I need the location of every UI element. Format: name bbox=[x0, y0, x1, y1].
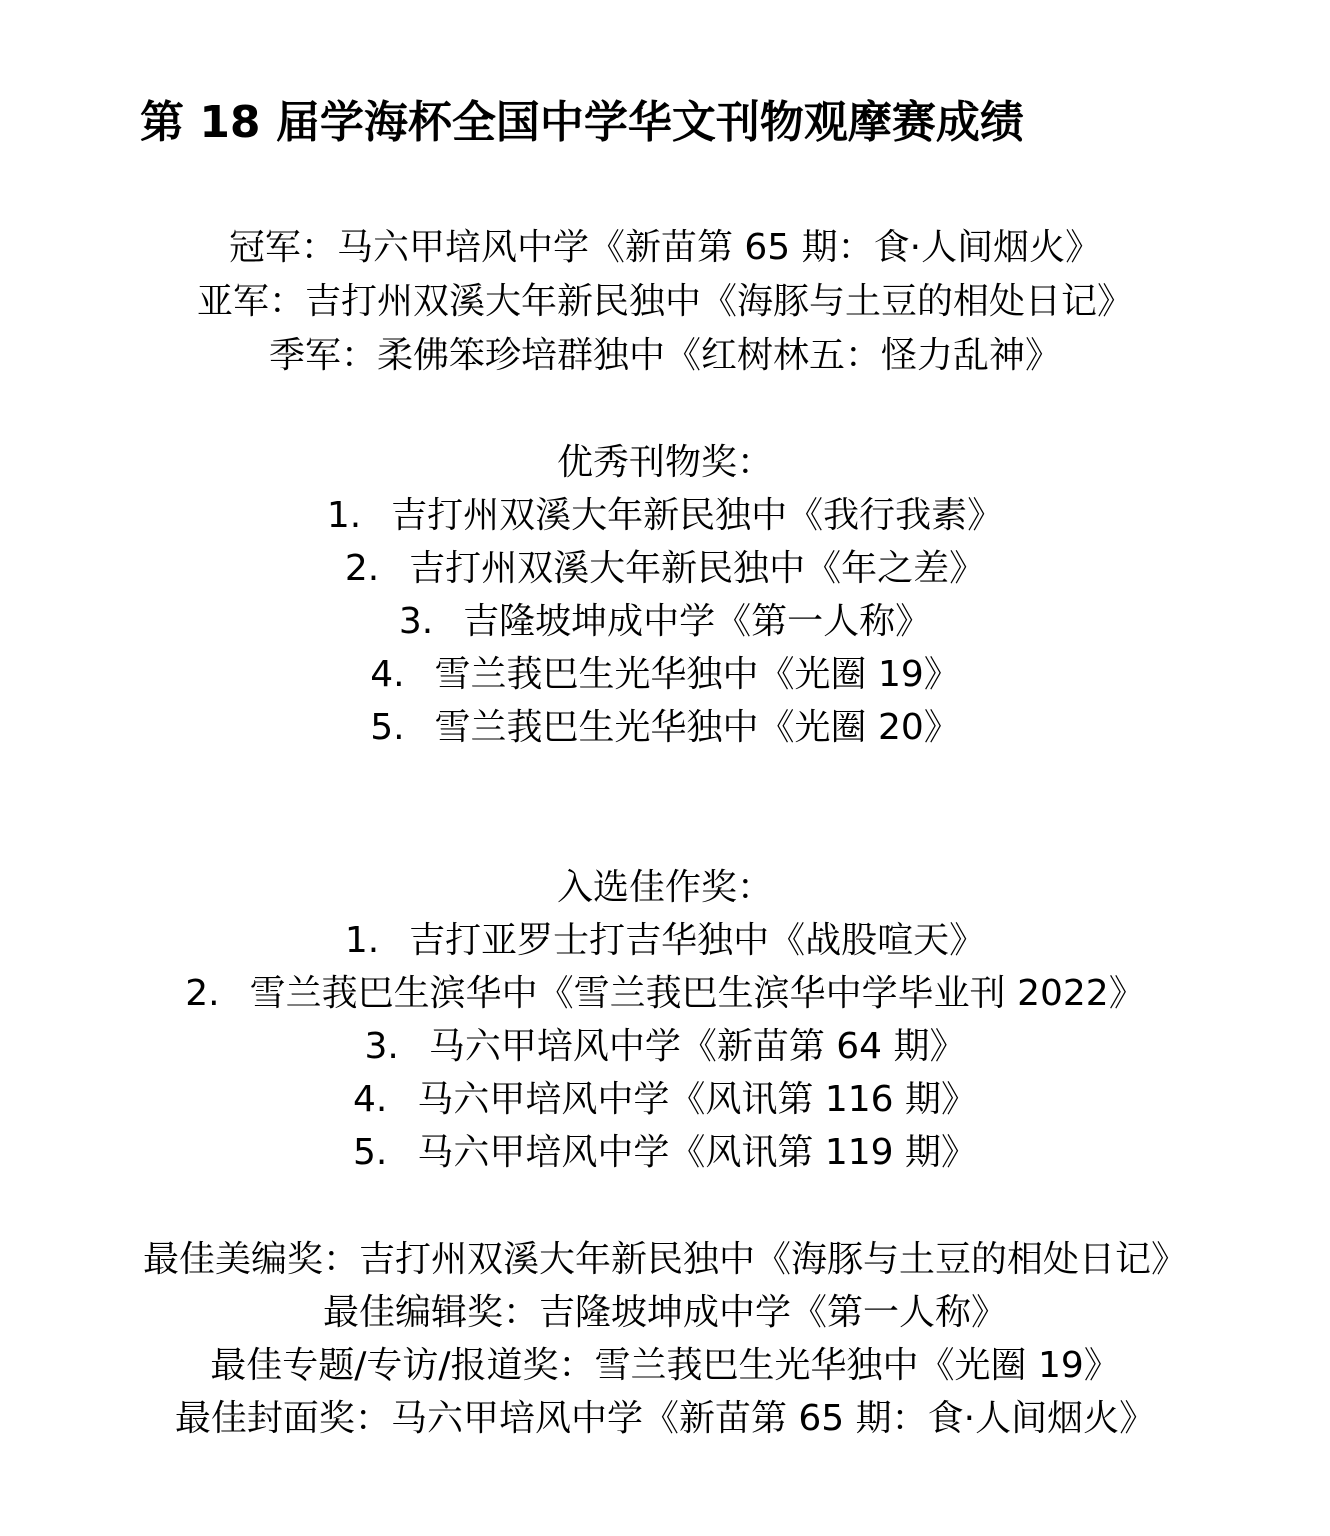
list-number: 2. bbox=[185, 973, 220, 1014]
list-item bbox=[0, 653, 1330, 697]
special-award-line bbox=[0, 1291, 1330, 1335]
list-text: 吉打亚罗士打吉华独中《战股喧天》 bbox=[409, 920, 986, 961]
list-text: 马六甲培风中学《风讯第 119 期》 bbox=[417, 1132, 977, 1173]
list-item bbox=[0, 706, 1330, 750]
list-item bbox=[0, 1025, 1330, 1069]
award-label: 季军： bbox=[268, 335, 377, 376]
award-label: 最佳编辑奖： bbox=[322, 1292, 539, 1333]
list-number: 2. bbox=[344, 548, 380, 589]
award-entry: 柔佛笨珍培群独中《红树林五：怪力乱神》 bbox=[377, 335, 1062, 376]
special-award-line bbox=[0, 1344, 1330, 1388]
award-entry: 吉隆坡坤成中学《第一人称》 bbox=[539, 1292, 1008, 1333]
list-item bbox=[0, 1131, 1330, 1175]
section-heading-excellent: 优秀刊物奖： bbox=[556, 442, 773, 483]
list-item bbox=[0, 547, 1330, 591]
list-text: 雪兰莪巴生光华独中《光圈 19》 bbox=[434, 654, 960, 695]
award-entry: 吉打州双溪大年新民独中《海豚与土豆的相处日记》 bbox=[305, 281, 1134, 322]
list-number: 3. bbox=[364, 1026, 399, 1067]
award-label: 亚军： bbox=[196, 281, 305, 322]
list-text: 马六甲培风中学《新苗第 64 期》 bbox=[428, 1026, 966, 1067]
list-text: 吉隆坡坤成中学《第一人称》 bbox=[463, 601, 932, 642]
list-text: 吉打州双溪大年新民独中《年之差》 bbox=[409, 548, 986, 589]
award-label: 冠军： bbox=[228, 227, 337, 268]
award-entry: 马六甲培风中学《新苗第 65 期：食·人间烟火》 bbox=[390, 1398, 1156, 1439]
award-label: 最佳专题/专访/报道奖： bbox=[210, 1345, 595, 1386]
page-title: 第 18 届学海杯全国中学华文刊物观摩赛成绩 bbox=[140, 97, 1024, 148]
list-item bbox=[0, 919, 1330, 963]
list-number: 4. bbox=[353, 1079, 388, 1120]
award-entry: 吉打州双溪大年新民独中《海豚与土豆的相处日记》 bbox=[359, 1239, 1188, 1280]
list-number: 5. bbox=[370, 707, 405, 748]
list-number: 5. bbox=[353, 1132, 388, 1173]
champion-line bbox=[0, 226, 1330, 270]
award-label: 最佳美编奖： bbox=[142, 1239, 359, 1280]
special-award-line bbox=[0, 1238, 1330, 1282]
third-place-line bbox=[0, 334, 1330, 378]
list-item bbox=[0, 972, 1330, 1016]
list-number: 4. bbox=[370, 654, 405, 695]
list-number: 1. bbox=[326, 495, 362, 536]
section-heading-selected: 入选佳作奖： bbox=[556, 867, 773, 908]
runner-up-line bbox=[0, 280, 1330, 324]
award-label: 最佳封面奖： bbox=[174, 1398, 391, 1439]
list-item bbox=[0, 494, 1330, 538]
list-item bbox=[0, 600, 1330, 644]
list-text: 雪兰莪巴生滨华中《雪兰莪巴生滨华中学毕业刊 2022》 bbox=[249, 973, 1145, 1014]
award-entry: 马六甲培风中学《新苗第 65 期：食·人间烟火》 bbox=[336, 227, 1102, 268]
list-text: 吉打州双溪大年新民独中《我行我素》 bbox=[391, 495, 1004, 536]
special-award-line bbox=[0, 1397, 1330, 1441]
list-number: 1. bbox=[344, 920, 380, 961]
list-item bbox=[0, 1078, 1330, 1122]
list-text: 马六甲培风中学《风讯第 116 期》 bbox=[417, 1079, 977, 1120]
award-entry: 雪兰莪巴生光华独中《光圈 19》 bbox=[594, 1345, 1120, 1386]
list-text: 雪兰莪巴生光华独中《光圈 20》 bbox=[434, 707, 960, 748]
list-number: 3. bbox=[398, 601, 434, 642]
